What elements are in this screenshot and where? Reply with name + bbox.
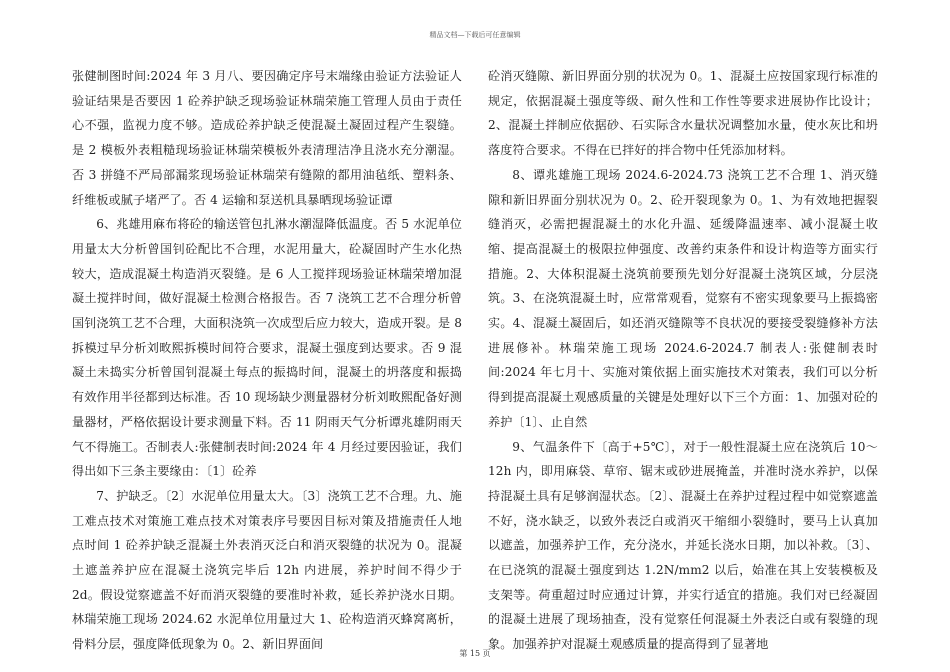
paragraph-right-1: 砼消灭缝隙、新旧界面分别的状况为 0。1、混凝土应按国家现行标准的规定，依据混凝土强度等级、耐久性和工作性等要求进展协作比设计；2、混凝土拌制应依据砂、石实际含水量状况调整加水量，使水灰比和坍落度符合要求。不得在已拌好的拌合物中任凭添加材料。 bbox=[488, 69, 878, 158]
paragraph-right-3: 9、气温条件下〔高于+5℃〕，对于一般性混凝土应在浇筑后 10～12h 内，即用麻袋、草帘、锯末或砂进展掩盖，并准时浇水养护，以保持混凝土具有足够润湿状态。〔2〕、混凝土在养护过程过程中如觉察遮盖不好，浇水缺乏，以致外表泛白或消灭干缩细小裂缝时，要马上认真加以遮盖，加强养护工作，充分浇水，并延长浇水日期，加以补救。〔3〕、在已浇筑的混凝土强度到达 1.2N/mm2 以后，始准在其上安装模板及支架等。荷重超过时应通过计算，并实行适宜的措施。我们对已经凝固的混凝土进展了现场抽查，没有觉察任何混凝土外表泛白或有裂缝的现象。加强养护对混凝土观感质量的提高得到了显著地 bbox=[488, 439, 878, 652]
paragraph-left-2: 6、兆雄用麻布将砼的输送管包扎淋水潮湿降低温度。否 5 水泥单位用量太大分析曾国钊砼配比不合理，水泥用量大，砼凝固时产生水化热较大，造成混凝土构造消灭裂缝。是 6 人工搅拌现场验证林瑞荣增加混凝土搅拌时间，做好混凝土检测合格报告。否 7 浇筑工艺不合理分析曾国钊浇筑工艺不合理，大面积浇筑一次成型后应力较大，造成开裂。是 8 拆模过早分析刘畋熙拆模时间符合要求，混凝土强度到达要求。否 9 混凝土未捣实分析曾国钊混凝土每点的振捣时间，混凝土的坍落度和振捣有效作用半径都到达标准。否 10 现场缺少测量器材分析刘畋熙配备好测量器材，严格依据设计要求测量下料。否 11 阴雨天气分析谭兆雄阴雨天气不得施工。否制表人:张健制表时间:2024 年 4 月经过要因验证，我们得出如下三条主要缘由：〔1〕砼养 bbox=[72, 217, 462, 479]
left-column bbox=[72, 64, 462, 657]
paragraph-left-3: 7、护缺乏。〔2〕水泥单位用量太大。〔3〕浇筑工艺不合理。九、施工难点技术对策施工难点技术对策表序号要因目标对策及措施责任人地点时间 1 砼养护缺乏混凝土外表消灭泛白和消灭裂缝的状况为 0。混凝土遮盖养护应在混凝土浇筑完毕后 12h 内进展，养护时间不得少于 2d。假设觉察遮盖不好而消灭裂缝的要准时补救，延长养护浇水日期。林瑞荣施工现场 2024.62 水泥单位用量过大 1、砼构造消灭蜂窝离析，骨料分层，强度降低现象为 0。2、新旧界面间 bbox=[72, 488, 462, 652]
paragraph-left-1: 张健制图时间:2024 年 3 月八、要因确定序号末端缘由验证方法验证人验证结果是否要因 1 砼养护缺乏现场验证林瑞荣施工管理人员由于责任心不强，监视力度不够。造成砼养护缺乏使混凝土凝固过程产生裂缝。是 2 模板外表粗糙现场验证林瑞荣模板外表清理洁净且浇水充分潮湿。否 3 拼缝不严局部漏浆现场验证林瑞荣有缝隙的都用油毡纸、塑料条、纤维板或腻子堵严了。否 4 运输和泵送机具暴晒现场验证谭 bbox=[72, 69, 462, 207]
page-number: 第 15 页 bbox=[459, 649, 491, 658]
page-header: 精品文档—下载后可任意编辑 bbox=[429, 31, 521, 39]
paragraph-right-2: 8、谭兆雄施工现场 2024.6-2024.73 浇筑工艺不合理 1、消灭缝隙和新旧界面分别状况为 0。2、砼开裂现象为 0。1、为有效地把握裂缝消灭，必需把握混凝土的水化升温、延缓降温速率、减小混凝土收缩、提高混凝土的极限拉伸强度、改善约束条件和设计构造等方面实行措施。2、大体积混凝土浇筑前要预先划分好混凝土浇筑区域，分层浇筑。3、在浇筑混凝土时，应常常观看，觉察有不密实现象要马上振捣密实。4、混凝土凝固后，如还消灭缝隙等不良状况的要接受裂缝修补方法进展修补。林瑞荣施工现场 2024.6-2024.7 制表人:张健制表时间:2024 年七月十、实施对策依据上面实施技术对策表，我们可以分析得到提高混凝土观感质量的关键是处理好以下三个方面：1、加强对砼的养护〔1〕、止自然 bbox=[488, 167, 878, 429]
right-column bbox=[488, 64, 878, 657]
